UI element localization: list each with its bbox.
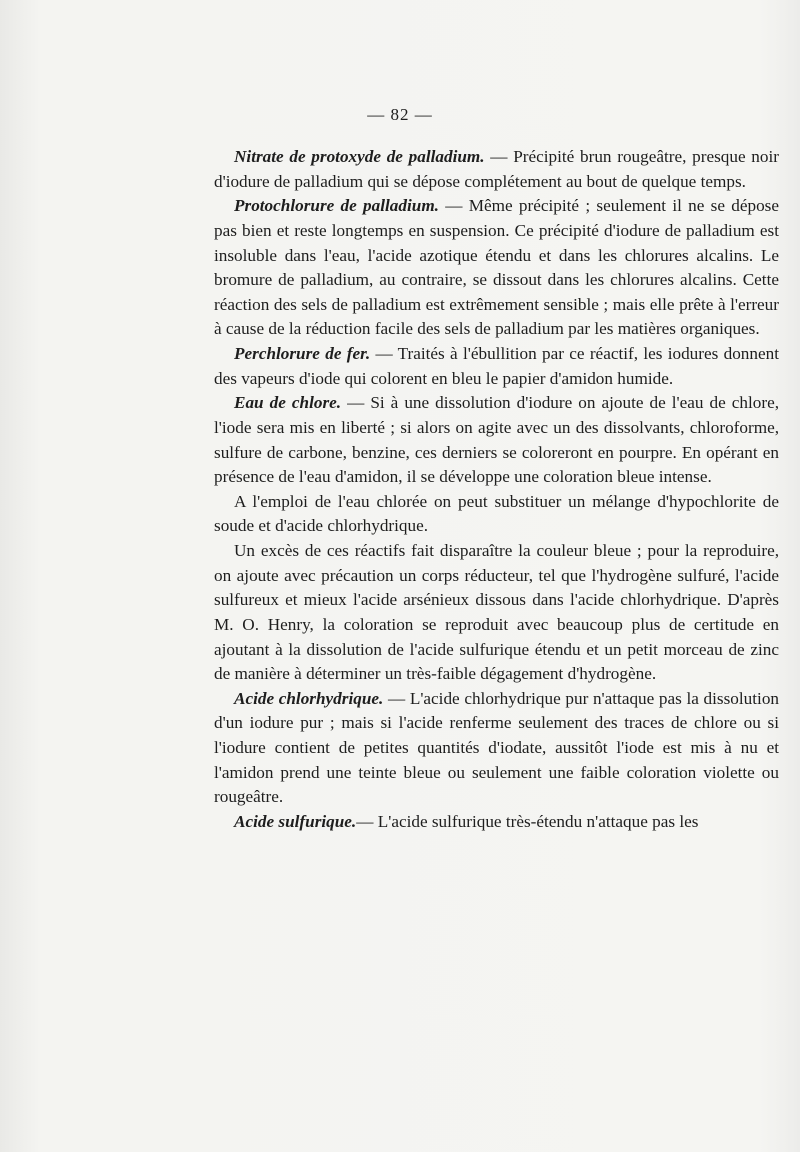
paragraph-label: Eau de chlore. <box>234 393 342 413</box>
paragraph-label: Acide chlorhydrique. <box>234 688 384 708</box>
paragraph-hypochlorite <box>214 490 779 539</box>
paragraph-eau-de-chlore <box>214 391 779 490</box>
page-number: — 82 — <box>367 105 433 124</box>
paragraph-label: Nitrate de protoxyde de palladium. <box>234 147 485 166</box>
paragraph-acide-chlorhydrique <box>214 687 779 810</box>
paragraph-protochlorure <box>214 194 779 342</box>
paragraph-text: — Si à une dissolution d'iodure on ajoute de l'eau de chlore, l'iode sera mis en liberté ; si alors on agite avec un des dissolvants, chloroforme, sulfure de carbone, benzine, ces derniers se coloreront en pourpre. En opérant en présence de l'eau d'amidon, il se développe une coloration bleue intense. <box>214 393 780 487</box>
paragraph-text: — Même précipité ; seulement il ne se dépose pas bien et reste longtemps en suspension. Ce précipité d'iodure de palladium est insoluble dans l'eau, l'acide azotique étendu et dans les chlorures alcalins. Le bromure de palladium, au contraire, se dissout dans les chlorures alcalins. Cette réaction des sels de palladium est extrêmement sensible ; mais elle prête à l'erreur à cause de la réduction facile des sels de palladium par les matières organiques. <box>214 196 779 339</box>
page-body <box>214 145 779 835</box>
paragraph-text: — Précipité brun rougeâtre, presque noir d'iodure de palladium qui se dépose complétement au bout de quelque temps. <box>214 147 779 191</box>
paragraph-label: Perchlorure de fer. <box>234 344 371 363</box>
paragraph-nitrate <box>214 145 779 194</box>
paragraph-text: A l'emploi de l'eau chlorée on peut substituer un mélange d'hypochlorite de soude et d'acide chlorhydrique. <box>214 491 779 536</box>
paragraph-label: Acide sulfurique. <box>234 811 357 831</box>
paragraph-exces-reactifs <box>214 539 779 687</box>
paragraph-text: — Traités à l'ébullition par ce réactif, les iodures donnent des vapeurs d'iode qui colorent en bleu le papier d'amidon humide. <box>214 344 779 388</box>
paragraph-text: Un excès de ces réactifs fait disparaître la couleur bleue ; pour la reproduire, on ajoute avec précaution un corps réducteur, tel que l'hydrogène sulfuré, l'acide sulfureux et mieux l'acide arsénieux dissous dans l'acide chlorhydrique. D'après M. O. Henry, la coloration se reproduit avec beaucoup plus de certitude en ajoutant à la dissolution de l'acide sulfurique étendu et un petit morceau de zinc de manière à déterminer un très-faible dégagement d'hydrogène. <box>214 541 779 684</box>
paragraph-text: — L'acide sulfurique très-étendu n'attaque pas les <box>356 811 699 831</box>
paragraph-text: — L'acide chlorhydrique pur n'attaque pas la dissolution d'un iodure pur ; mais si l'acide renferme seulement des traces de chlore ou si l'iodure contient de petites quantités d'iodate, aussitôt l'iode est mis à nu et l'amidon prend une teinte bleue ou seulement une faible coloration violette ou rougeâtre. <box>214 688 780 807</box>
paragraph-label: Protochlorure de palladium. <box>234 196 439 216</box>
paragraph-acide-sulfurique <box>214 810 779 835</box>
paragraph-perchlorure <box>214 342 779 391</box>
